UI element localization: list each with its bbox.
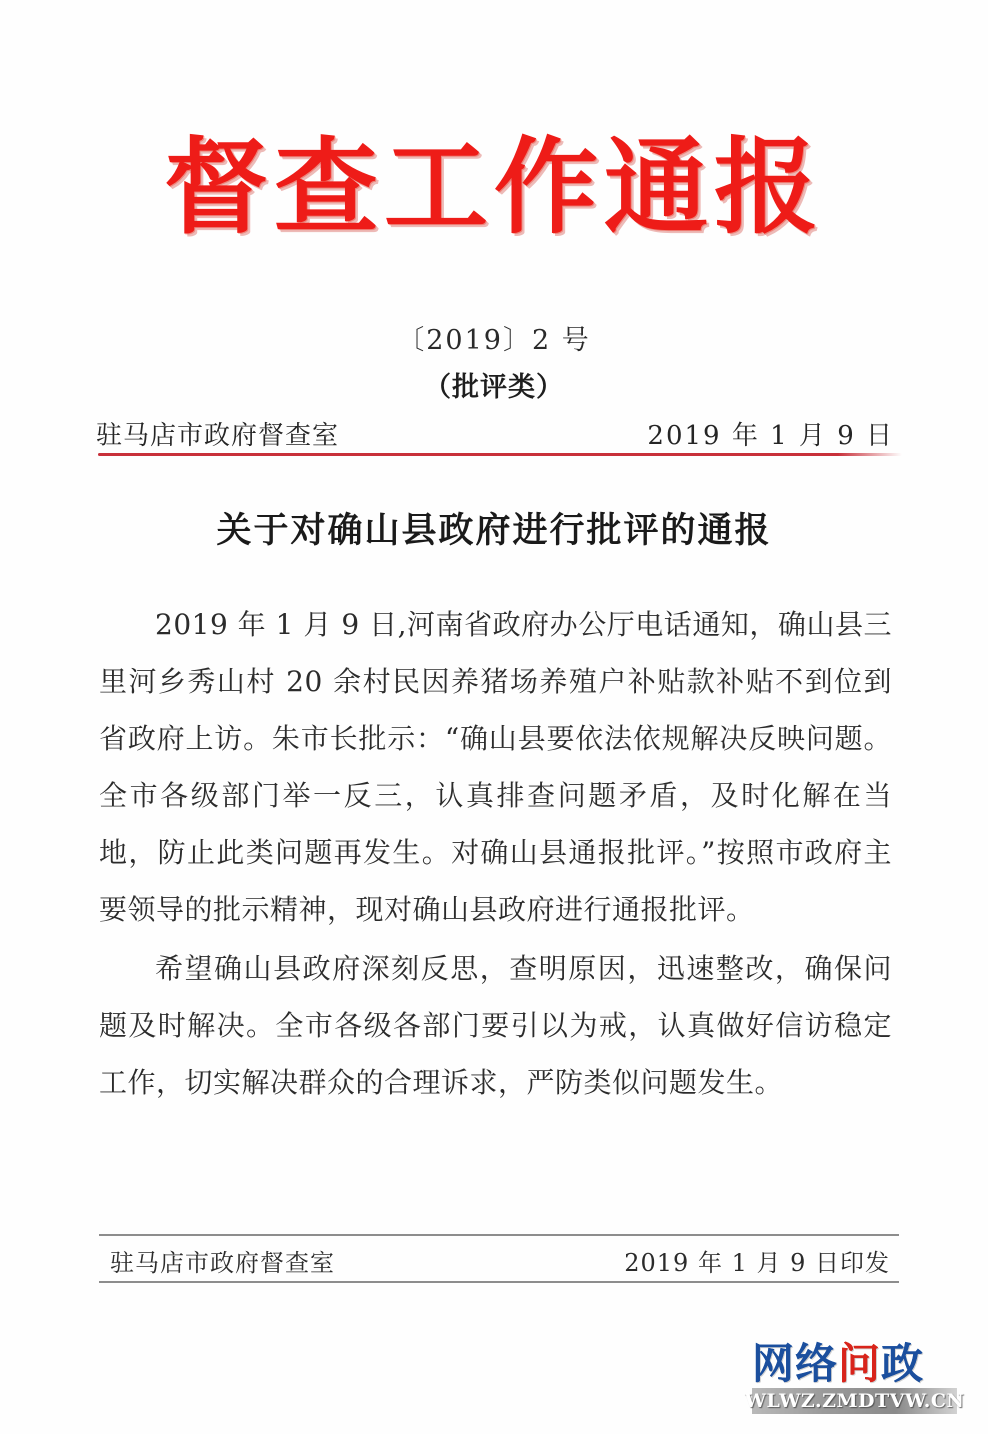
- body-paragraph-1: 2019 年 1 月 9 日,河南省政府办公厅电话通知，确山县三里河乡秀山村 20 余村民因养猪场养殖户补贴款补贴不到位到省政府上访。朱市长批示：“确山县要依法依规解决反映问题。全市各级部门举一反三，认真排查问题矛盾，及时化解在当地，防止此类问题再发生。对确山县通报批评。”按照市政府主要领导的批示精神，现对确山县政府进行通报批评。: [99, 608, 892, 926]
- document-number: 〔2019〕2 号: [397, 325, 591, 356]
- header-red-divider: [98, 453, 902, 456]
- issue-date: 2019 年 1 月 9 日: [647, 421, 894, 451]
- body-paragraph-2: 希望确山县政府深刻反思，查明原因，迅速整改，确保问题及时解决。全市各级各部门要引以为戒，认真做好信访稳定工作，切实解决群众的合理诉求，严防类似问题发生。: [99, 952, 892, 1099]
- site-watermark-logo: [744, 1339, 965, 1422]
- document-headline: 关于对确山县政府进行批评的通报: [216, 510, 772, 551]
- footer-office: 驻马店市政府督查室: [110, 1249, 335, 1277]
- watermark-brand-part-3: 政: [881, 1339, 925, 1388]
- watermark-brand-text: [752, 1339, 964, 1388]
- document-body: [99, 596, 892, 1113]
- footer-divider-bottom: [99, 1281, 899, 1283]
- issuer-row: [96, 415, 896, 452]
- watermark-url: WLWZ.ZMDTVW.CN: [744, 1390, 965, 1412]
- watermark-brand-part-2: 问: [838, 1339, 882, 1388]
- footer-divider-top: [99, 1234, 899, 1236]
- document-category: （批评类）: [424, 372, 564, 403]
- masthead-title: 督查工作通报: [163, 125, 824, 248]
- watermark-brand-part-1: 网络: [752, 1339, 839, 1388]
- watermark-url-bar: [744, 1388, 965, 1414]
- footer-row: [110, 1243, 890, 1278]
- footer-print-date: 2019 年 1 月 9 日印发: [624, 1249, 890, 1277]
- masthead: [0, 125, 988, 248]
- issuing-office: 驻马店市政府督查室: [96, 421, 340, 451]
